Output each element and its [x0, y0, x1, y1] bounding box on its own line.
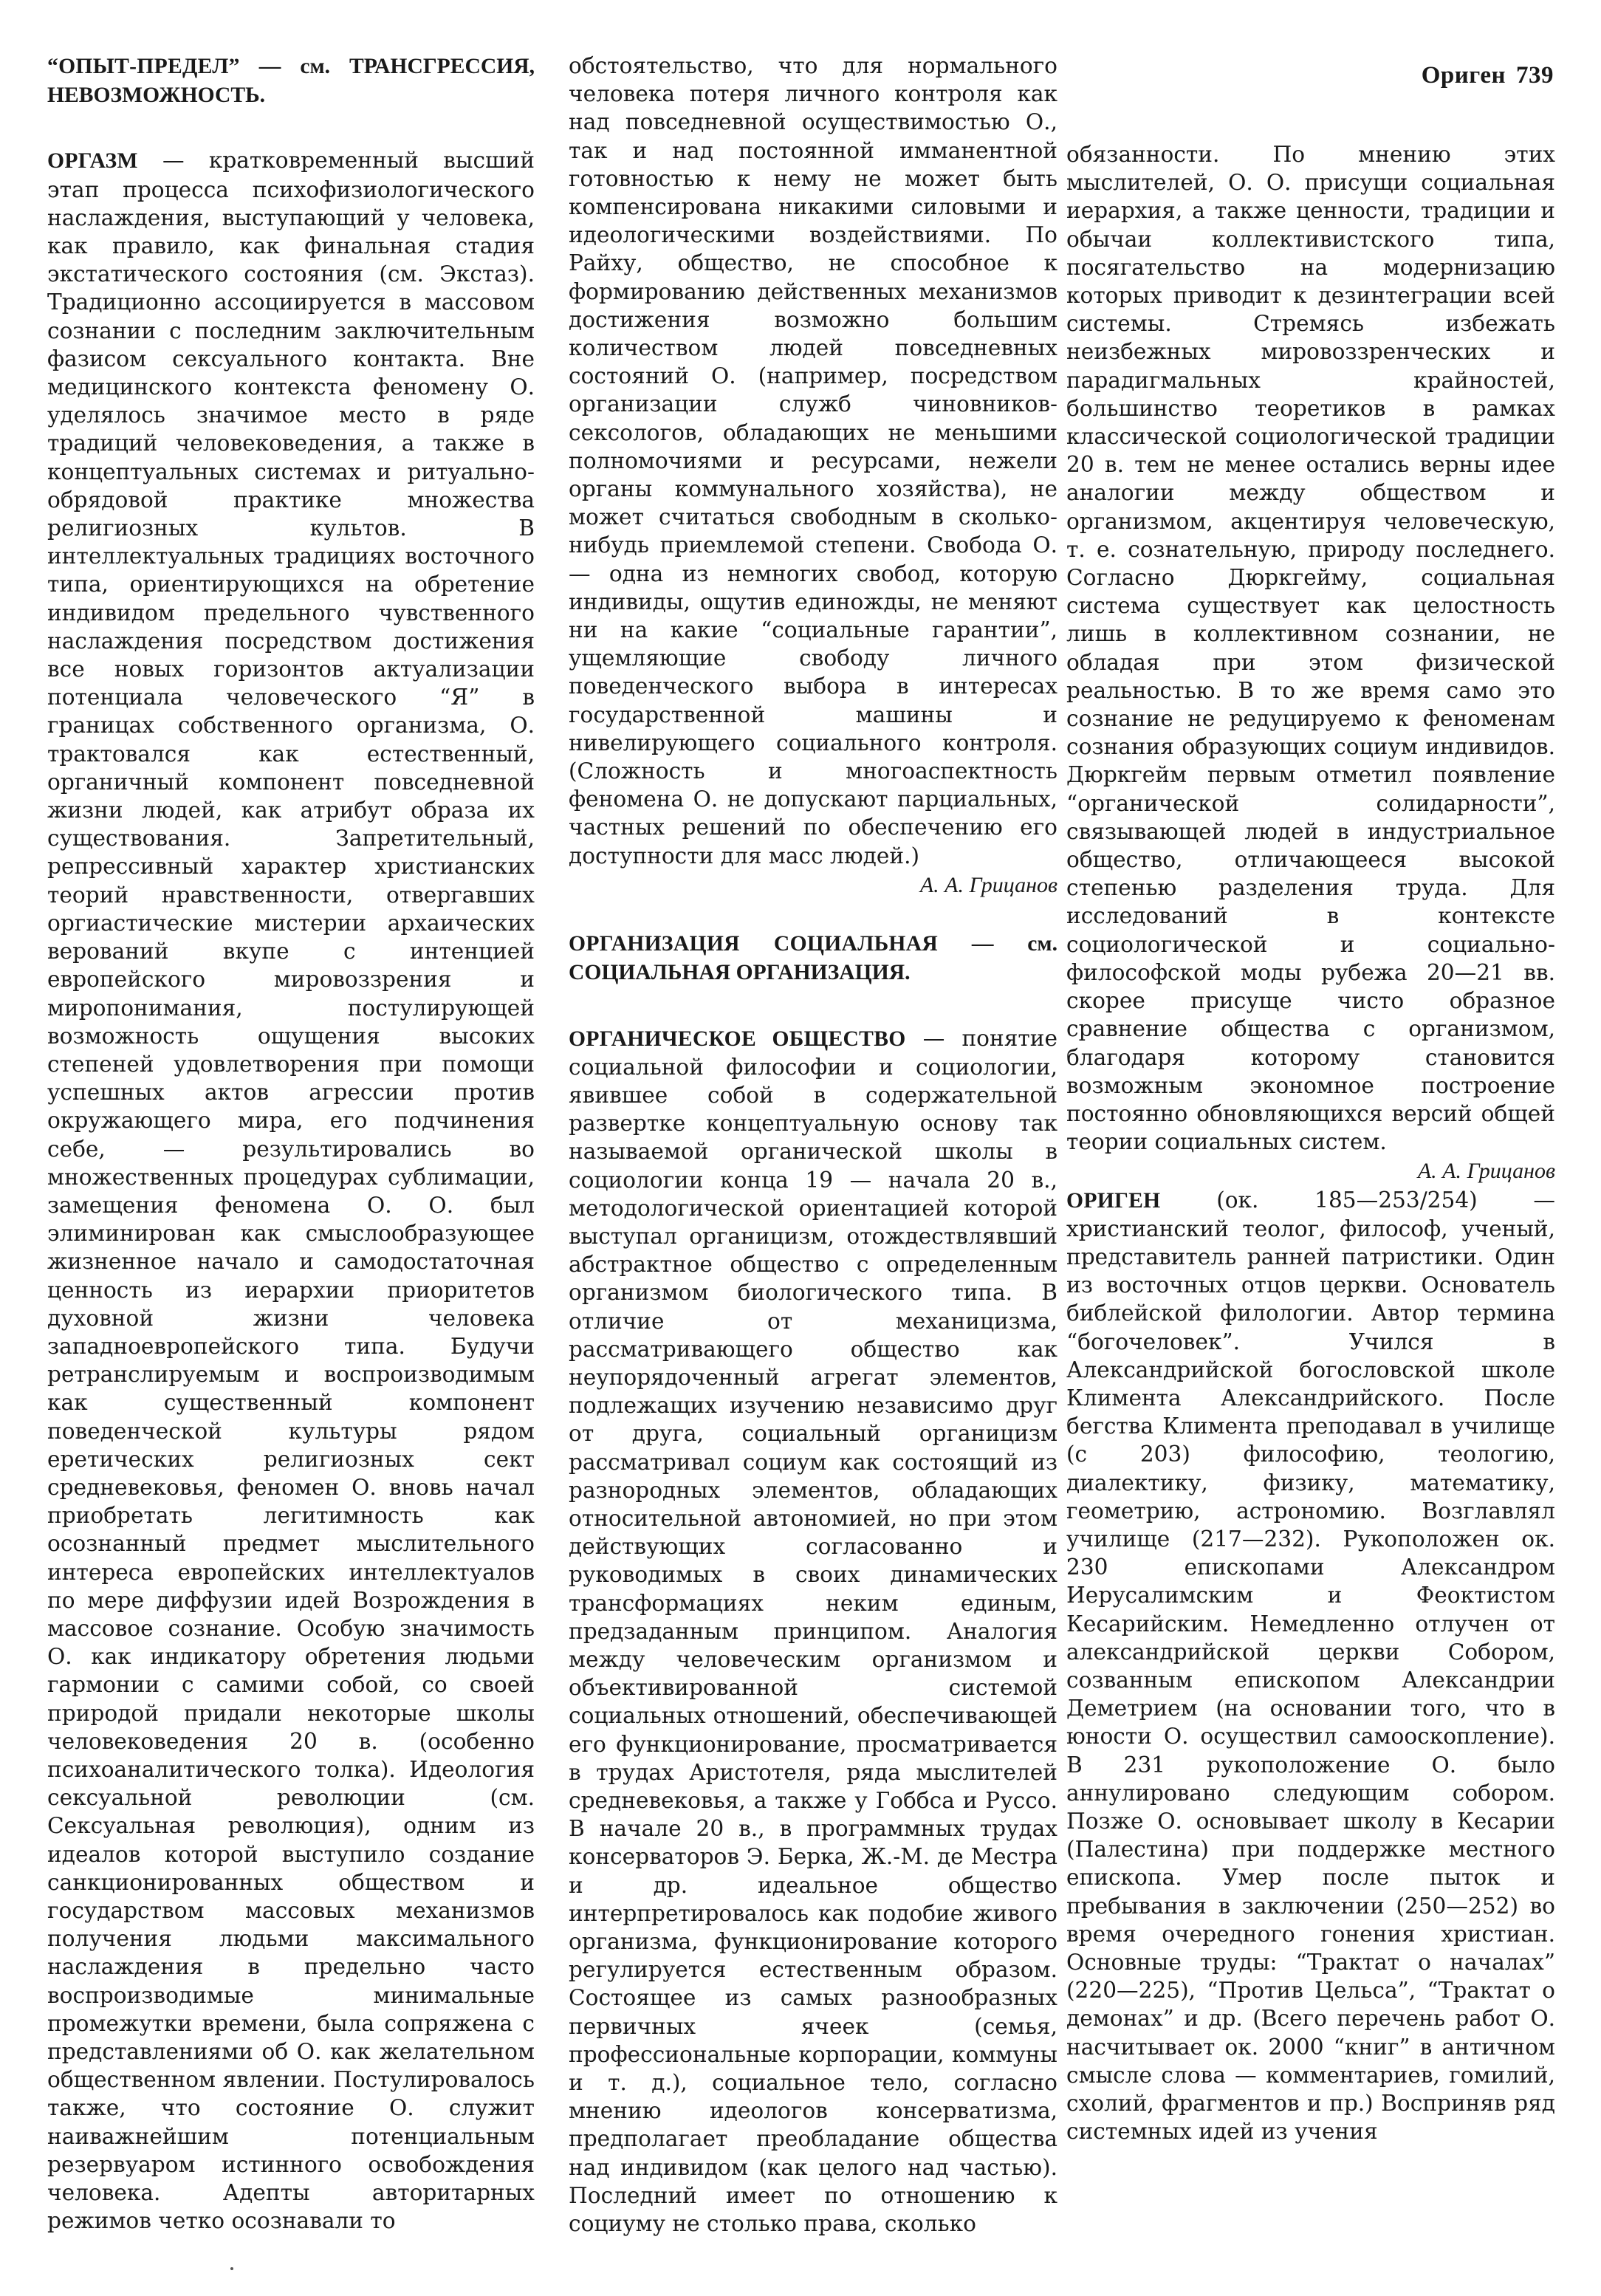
entry-opyt-predel: [47, 52, 535, 109]
entry-continuation: [1066, 140, 1555, 1186]
entry-dates: (ок. 185—253/254): [1160, 1187, 1478, 1213]
entry-body-continuation: обязанности. По мнению этих мыслителей, О. О. присущи социальная иерархия, а также ценности, традиции и обычаи коллективистского типа, посягательство на модернизацию которых приводит к дезинтеграции всей системы. Стремясь избежать неизбежных мировоззренческих и парадигмальных крайностей, большинство теоретиков в рамках классической социологической традиции 20 в. тем не менее остались верны идее аналогии между обществом и организмом, акцентируя человеческую, т. е. сознательную, природу последнего. Согласно Дюркгейму, социальная система существует как целостность лишь в коллективном сознании, не обладая при этом физической реальностью. В то же время само это сознание не редуцируемо к феноменам сознания образующих социум индивидов. Дюркгейм первым отметил появление “органической солидарности”, связывающей людей в индустриальное общество, отличающееся высокой степенью разделения труда. Для исследований в контексте социологической и социально-философской моды рубежа 20—21 вв. скорее присуще чисто образное сравнение общества с организмом, благодаря которому становится возможным экономное построение постоянно обновляющихся версий общей теории социальных систем.: [1066, 142, 1555, 1155]
page-number: 739: [1516, 62, 1554, 89]
entry-term: ОРГАНИЧЕСКОЕ ОБЩЕСТВО: [569, 1027, 906, 1051]
print-speck: [230, 2267, 233, 2270]
entry-organicheskoe: [569, 1024, 1057, 2238]
column-3: [1066, 140, 1555, 2145]
entry-term: ОРГАЗМ: [47, 149, 138, 174]
entry-term: ОРГАНИЗАЦИЯ СОЦИАЛЬНАЯ: [569, 932, 939, 956]
entry-xref: — см. ТРАНСГРЕССИЯ, НЕВОЗМОЖНОСТЬ.: [47, 55, 535, 108]
entry-organizatsiya: [569, 929, 1057, 987]
column-2: [569, 52, 1057, 2238]
column-1: [47, 52, 535, 2235]
entry-term: ОРИГЕН: [1066, 1188, 1161, 1213]
entry-origen: [1066, 1186, 1555, 2146]
entry-orgazm: [47, 146, 535, 2235]
entry-continuation: обстоятельство, что для нормального человека потеря личного контроля как над повседневной осуществимостью О., так и над постоянной имманентной готовностью к нему не может быть компенсирована никакими силовыми и идеологическими воздействиями. По Райху, общество, не способное к формированию действенных механизмов достижения возможно большим количеством людей повседневных состояний О. (например, посредством организации служб чиновников-сексологов, обладающих не меньшими полномочиями и ресурсами, нежели органы коммунального хозяйства), не может считаться свободным в сколько-нибудь приемлемой степени. Свобода О. — одна из немногих свобод, которую индивиды, ощутив единожды, не меняют ни на какие “социальные гарантии”, ущемляющие свободу личного поведенческого выбора в интересах государственной машины и нивелирующего социального контроля. (Сложность и многоаспектность феномена О. не допускают парциальных, частных решений по обеспечению его доступности для масс людей.) А. А. Грицанов: [569, 52, 1057, 899]
entry-xref: — см. СОЦИАЛЬНАЯ ОРГАНИЗАЦИЯ.: [569, 932, 1057, 985]
entry-body: — понятие социальной философии и социологии, явившее собой в содержательной развертке концептуальную основу так называемой органической школы в социологии конца 19 — начала 20 в., методологической ориентацией которой выступал органицизм, отождествлявший абстрактное общество с определенным организмом биологического типа. В отличие от механицизма, рассматривающего общество как неупорядоченный агрегат элементов, подлежащих изучению независимо друг от друга, социальный органицизм рассматривал социум как состоящий из разнородных элементов, обладающих относительной автономией, но при этом действующих согласованно и руководимых в своих динамических трансформациях неким единым, предзаданным принципом. Аналогия между человеческим организмом и объективированной системой социальных отношений, обеспечивающей его функционирование, просматривается в трудах Аристотеля, ряда мыслителей средневековья, а также у Гоббса и Руссо. В начале 20 в., в программных трудах консерваторов Э. Берка, Ж.-М. де Местра и др. идеальное общество интерпретировалось как подобие живого организма, функционирование которого регулируется естественным образом. Состоящее из самых разнообразных первичных ячеек (семья, профессиональные корпорации, коммуны и т. д.), социальное тело, согласно мнению идеологов консерватизма, предполагает преобладание общества над индивидом (как целого над частью). Последний имеет по отношению к социуму не столько права, сколько: [569, 1025, 1058, 2237]
running-head: [1422, 62, 1554, 89]
entry-body: — кратковременный высший этап процесса психофизиологического наслаждения, выступающий у человека, как правило, как финальная стадия экстатического состояния (см. Экстаз). Традиционно ассоциируется в массовом сознании с последним заключительным фазисом сексуального контакта. Вне медицинского контекста феномену О. уделялось значимое место в ряде традиций человековедения, а также в концептуальных системах и ритуально-обрядовой практике множества религиозных культов. В интеллектуальных традициях восточного типа, ориентирующихся на обретение индивидом предельного чувственного наслаждения посредством достижения все новых горизонтов актуализации потенциала человеческого “Я” в границах собственного организма, О. трактовался как естественный, органичный компонент повседневной жизни людей, как атрибут образа их существования. Запретительный, репрессивный характер христианских теорий нравственности, отвергавших оргиастические мистерии архаических верований вкупе с интенцией европейского мировоззрения и миропонимания, постулирующей возможность ощущения высоких степеней удовлетворения при помощи успешных актов агрессии против окружающего мира, его подчинения себе, — результировались во множественных процедурах сублимации, замещения феномена О. О. был элиминирован как смыслообразующее жизненное начало и самодостаточная ценность из иерархии приоритетов духовной жизни человека западноевропейского типа. Будучи ретранслируемым и воспроизводимым как существенный компонент поведенческой культуры рядом еретических религиозных сект средневековья, феномен О. вновь начал приобретать легитимность как осознанный предмет мыслительного интереса европейских интеллектуалов по мере диффузии идей Возрождения в массовое сознание. Особую значимость О. как индикатору обретения людьми гармонии с самими собой, со своей природой придали некоторые школы человековедения 20 в. (особенно психоаналитического толка). Идеология сексуальной революции (см. Сексуальная революция), одним из идеалов которой выступило создание санкционированных обществом и государством массовых механизмов получения людьми максимального наслаждения в предельно часто воспроизводимые минимальные промежутки времени, была сопряжена с представлениями об О. как желательном общественном явлении. Постулировалось также, что состояние О. служит наиважнейшим потенциальным резервуаром истинного освобождения человека. Адепты авторитарных режимов четко осознавали то: [47, 148, 535, 2234]
entry-body: — христианский теолог, философ, ученый, представитель ранней патристики. Один из восточных отцов церкви. Основатель библейской филологии. Автор термина “богочеловек”. Учился в Александрийской богословской школе Климента Александрийского. После бегства Климента преподавал в училище (с 203) философию, теологию, диалектику, физику, математику, геометрию, астрономию. Возглавлял училище (217—232). Рукоположен ок. 230 епископами Александром Иерусалимским и Феоктистом Кесарийским. Немедленно отлучен от александрийской церкви Собором, созванным епископом Александрии Деметрием (на основании того, что в юности О. осуществил самооскопление). В 231 рукоположение О. было аннулировано следующим собором. Позже О. основывает школу в Кесарии (Палестина) при поддержке местного епископа. Умер после пыток и пребывания в заключении (250—252) во время очередного гонения христиан. Основные труды: “Трактат о началах” (220—225), “Против Цельса”, “Трактат о демонах” и др. (Всего перечень работ О. насчитывает ок. 2000 “книг” в античном смысле слова — комментариев, гомилий, схолий, фрагментов и пр.) Восприняв ряд системных идей из учения: [1066, 1187, 1555, 2145]
entry-term: “ОПЫТ-ПРЕДЕЛ”: [47, 55, 240, 78]
running-head-title: Ориген: [1421, 62, 1506, 89]
entry-author: А. А. Грицанов: [1417, 1159, 1555, 1184]
entry-author: А. А. Грицанов: [919, 872, 1057, 897]
